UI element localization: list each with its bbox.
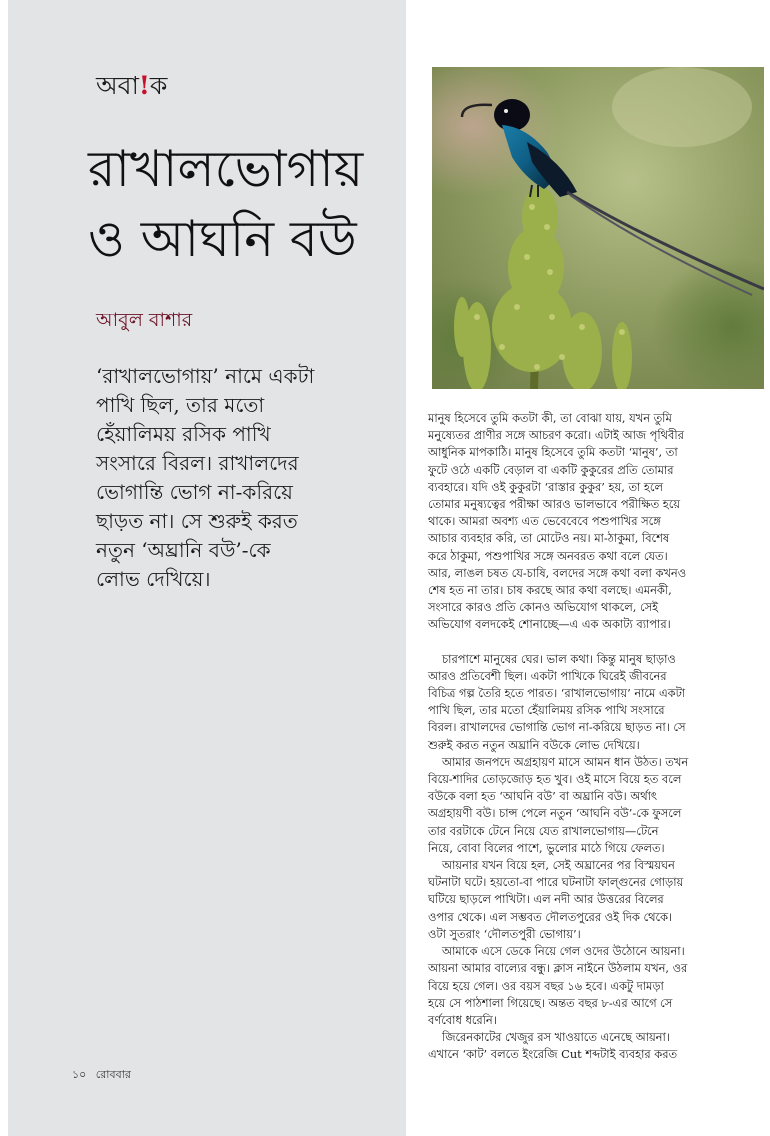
body-line: আয়নার যখন বিয়ে হল, সেই অঘ্রানের পর বিস্ময়ঘন	[442, 858, 675, 873]
body-line: ঘটিয়ে ছাড়লে পাখিটা। এল নদী আর উত্তরের বিলের	[428, 892, 664, 907]
body-line: বিরল। রাখালদের ভোগান্তি ভোগ না-করিয়ে ছাড়ত না। সে	[428, 720, 686, 735]
pull-quote-line: লোভ দেখিয়ে।	[96, 567, 211, 591]
body-line: আয়না আমার বাল্যের বন্ধু। ক্লাস নাইনে উঠলাম যখন, ওর	[428, 961, 688, 976]
body-line: হয়ে সে পাঠশালা গিয়েছে। অন্তত বছর ৮-এর আগে সে	[428, 995, 673, 1010]
body-line: বউকে বলা হত ‘আঘনি বউ’ বা অঘ্রানি বউ। অর্থাৎ	[428, 789, 657, 804]
body-line: তার বরটাকে টেনে নিয়ে যেত রাখালভোগায়—টেনে	[428, 823, 659, 838]
body-line: আর, লাঙল চষত যে-চাষি, বলদের সঙ্গে কথা বলা কখনও	[428, 565, 687, 580]
body-line: ব্যবহারে। যদি ওই কুকুরটা ‘রাস্তার কুকুর’ হয়, তা হলে	[428, 479, 663, 494]
body-line: ওপার থেকে। এল সম্ভবত দৌলতপুরের ওই দিক থেকে।	[428, 909, 673, 924]
body-line: বিয়ে হয়ে গেল। ওর বয়স বছর ১৬ হবে। একটু দামড়া	[428, 978, 664, 993]
pull-quote-line: সংসারে বিরল। রাখালদের	[96, 451, 299, 475]
body-line: আমার জনপদে অগ্রহায়ণ মাসে আমন ধান উঠত। তখন	[442, 754, 689, 769]
section-label	[96, 66, 167, 109]
body-line: আধুনিক মাপকাঠি। মানুষ হিসেবে তুমি কতটা ‘মানুষ’, তা	[428, 445, 678, 460]
section-label-part2: ক	[149, 71, 168, 100]
author-byline: আবুল বাশার	[96, 309, 193, 331]
body-line: বিয়ে-শাদির তোড়জোড় হত খুব। ওই মাসে বিয়ে হত বলে	[428, 772, 682, 787]
body-line: বিচিত্র গল্প তৈরি হতে পারত। ‘রাখালভোগায়’ নামে একটা	[428, 686, 686, 701]
body-line: অভিযোগ বলদকেই শোনাচ্ছে—এ এক অকাট্য ব্যাপার।	[428, 617, 671, 632]
body-line: সংসারে কারও প্রতি কোনও অভিযোগ থাকলে, সেই	[428, 600, 659, 615]
body-line: বর্ণবোধ ধরেনি।	[428, 1012, 497, 1027]
headline-line: রাখালভোগায়	[88, 140, 364, 198]
body-line: মনুষ্যেতর প্রাণীর সঙ্গে আচরণ করো। এটাই আজ পৃথিবীর	[428, 428, 684, 443]
body-line: আমাকে এসে ডেকে নিয়ে গেল ওদের উঠোনে আয়না।	[442, 944, 685, 959]
bird-photo	[432, 67, 764, 389]
pull-quote-line: নতুন ‘অঘ্রানি বউ’-কে	[96, 538, 271, 562]
body-line: জিরেনকাটের খেজুর রস খাওয়াতে এনেছে আয়না।	[442, 1030, 670, 1045]
pull-quote	[96, 362, 396, 594]
body-line: চারপাশে মানুষের ঘের। ভাল কথা। কিন্তু মানুষ ছাড়াও	[442, 651, 676, 666]
pull-quote-line: হেঁয়ালিময় রসিক পাখি	[96, 422, 271, 446]
pull-quote-line: ভোগান্তি ভোগ না-করিয়ে	[96, 480, 293, 504]
body-line: নিয়ে, বোবা বিলের পাশে, ভুলোর মাঠে গিয়ে ফেলত।	[428, 840, 665, 855]
pull-quote-line: ‘রাখালভোগায়’ নামে একটা	[96, 364, 315, 388]
body-line: অগ্রহায়ণী বউ। চান্স পেলে নতুন ‘আঘনি বউ’-কে ফুসলে	[428, 806, 682, 821]
page-folio	[72, 1066, 131, 1085]
pull-quote-line: ছাড়ত না। সে শুরুই করত	[96, 509, 298, 533]
body-line: পাখি ছিল, তার মতো হেঁয়ালিময় রসিক পাখি সংসারে	[428, 703, 665, 718]
pull-quote-line: পাখি ছিল, তার মতো	[96, 393, 265, 417]
body-line: ঘটনাটা ঘটে। হয়তো-বা পারে ঘটনাটা ফাল্গুনের গোড়ায়	[428, 875, 684, 890]
body-line: ওটা সুতরাং ‘দৌলতপুরী ভোগায়’।	[428, 926, 581, 941]
page-number: ১০	[72, 1068, 87, 1081]
body-line: থাকে। আমরা অবশ্য এত ভেবেবেবে পশুপাখির সঙ্গে	[428, 514, 661, 529]
body-line: এখানে ‘কাট’ বলতে ইংরেজি Cut শব্দটাই ব্যবহার করত	[428, 1047, 678, 1062]
paragraph-gap	[428, 634, 764, 651]
section-label-mark: !	[138, 71, 150, 100]
article-body	[428, 410, 764, 1064]
body-line: শুরুই করত নতুন অঘ্রানি বউকে লোভ দেখিয়ে।	[428, 737, 640, 752]
body-line: আচার ব্যবহার করি, তা মোটেও নয়। মা-ঠাকুমা, বিশেষ	[428, 531, 670, 546]
body-line: ফুটে ওঠে একটি বেড়াল বা একটি কুকুরের প্রতি তোমার	[428, 462, 674, 477]
body-line: আরও প্রতিবেশী ছিল। একটা পাখিকে ঘিরেই জীবনের	[428, 668, 667, 683]
body-line: করে ঠাকুমা, পশুপাখির সঙ্গে অনবরত কথা বলে যেত।	[428, 548, 668, 563]
body-line: মানুষ হিসেবে তুমি কতটা কী, তা বোঝা যায়, যখন তুমি	[428, 411, 672, 425]
magazine-name: রোববার	[95, 1068, 131, 1081]
headline-line: ও আঘনি বউ	[88, 210, 357, 268]
headline	[88, 134, 408, 274]
section-label-part1: অবা	[96, 71, 139, 100]
body-line: তোমার মনুষ্যত্বের পরীক্ষা আরও ভালভাবে পরীক্ষিত হয়ে	[428, 497, 681, 512]
body-line: শেষ হত না তার। চাষ করছে আর কথা বলছে। এমনকী,	[428, 583, 672, 598]
